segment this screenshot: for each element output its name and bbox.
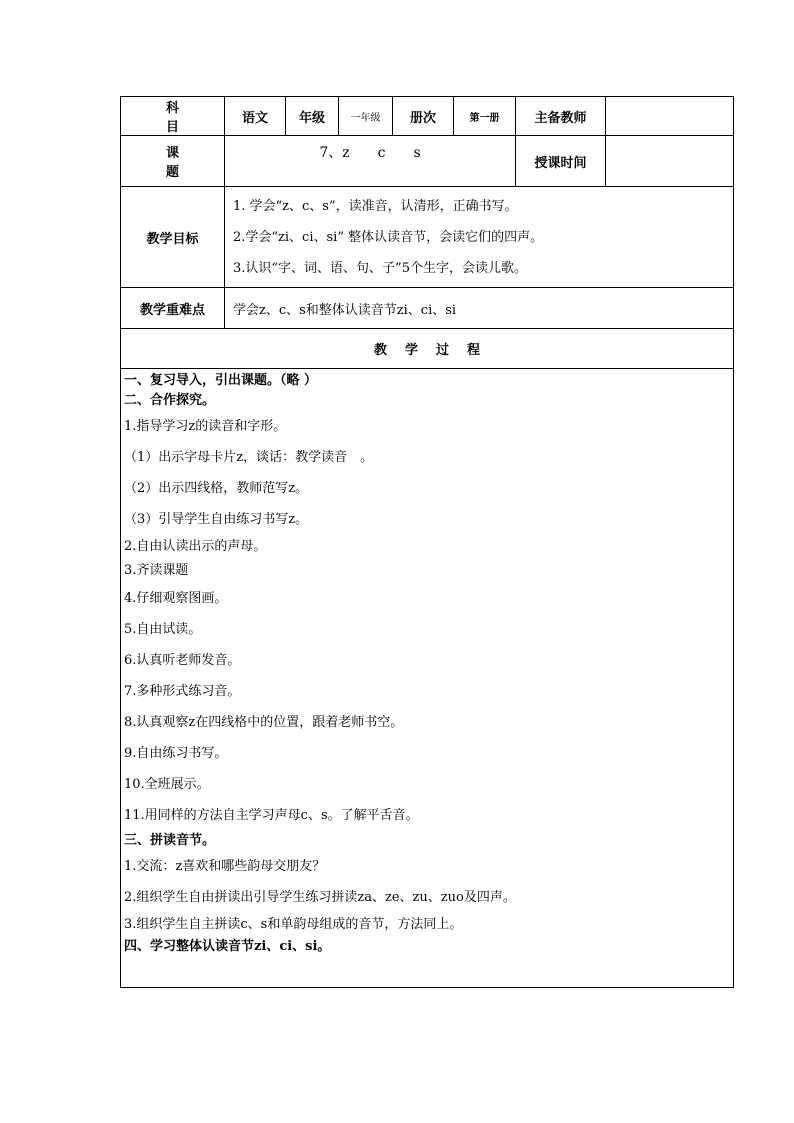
teacher-label: 主备教师 (516, 97, 606, 136)
grade-label: 年级 (286, 97, 339, 136)
section-heading: 三、拼读音节。 (124, 833, 216, 848)
goals-label: 教学目标 (121, 187, 225, 288)
section-heading: 四、学习整体认读音节zi、ci、si。 (124, 939, 331, 954)
process-line: 3.组织学生自主拼读c、s和单韵母组成的音节，方法同上。 (124, 917, 463, 932)
process-line: 1.指导学习z的读音和字形。 (124, 419, 287, 434)
time-label: 授课时间 (516, 136, 606, 187)
process-line: 6.认真听老师发音。 (124, 653, 241, 668)
process-line: 1.交流：z喜欢和哪些韵母交朋友？ (124, 859, 326, 874)
process-line: 10.全班展示。 (124, 777, 210, 792)
subject-value: 语文 (225, 97, 286, 136)
process-line: （2）出示四线格，教师范写z。 (124, 481, 309, 496)
process-line: 2.自由认读出示的声母。 (124, 539, 267, 554)
process-line: 3.齐读课题 (124, 563, 189, 578)
process-line: 11.用同样的方法自主学习声母c、s。了解平舌音。 (124, 808, 419, 823)
process-title: 教学过程 (121, 329, 734, 369)
lesson-plan-table (120, 96, 734, 988)
process-content (121, 369, 734, 988)
section-heading: 二、合作探究。 (124, 393, 216, 408)
process-line: 7.多种形式练习音。 (124, 684, 241, 699)
volume-label: 册次 (393, 97, 454, 136)
key-points-value: 学会z、c、s和整体认读音节zi、ci、si (225, 288, 734, 329)
goal-item: 3.认识“字、词、语、句、子”5个生字，会读儿歌。 (233, 260, 527, 276)
goals-list (225, 187, 734, 288)
goal-item: 2.学会“zi、ci、si” 整体认读音节，会读它们的四声。 (233, 229, 544, 245)
process-line: （1）出示字母卡片z，谈话：教学读音 。 (124, 450, 374, 465)
process-line: 4.仔细观察图画。 (124, 591, 228, 606)
grade-value: 一年级 (339, 97, 393, 136)
section-heading: 一、复习导入，引出课题。（略 ） (124, 373, 318, 388)
key-points-label: 教学重难点 (121, 288, 225, 329)
process-line: （3）引导学生自由练习书写z。 (124, 512, 309, 527)
topic-label: 课题 (121, 136, 225, 187)
goal-item: 1. 学会“z、c、s”，读准音，认清形，正确书写。 (233, 198, 518, 214)
topic-value: 7、z c s (225, 136, 516, 187)
process-line: 5.自由试读。 (124, 622, 202, 637)
time-value (606, 136, 734, 187)
process-line: 9.自由练习书写。 (124, 746, 228, 761)
process-line: 2.组织学生自由拼读出引导学生练习拼读za、ze、zu、zuo及四声。 (124, 890, 516, 905)
teacher-value (606, 97, 734, 136)
volume-value: 第一册 (454, 97, 516, 136)
subject-label: 科目 (121, 97, 225, 136)
process-line: 8.认真观察z在四线格中的位置，跟着老师书空。 (124, 715, 404, 730)
